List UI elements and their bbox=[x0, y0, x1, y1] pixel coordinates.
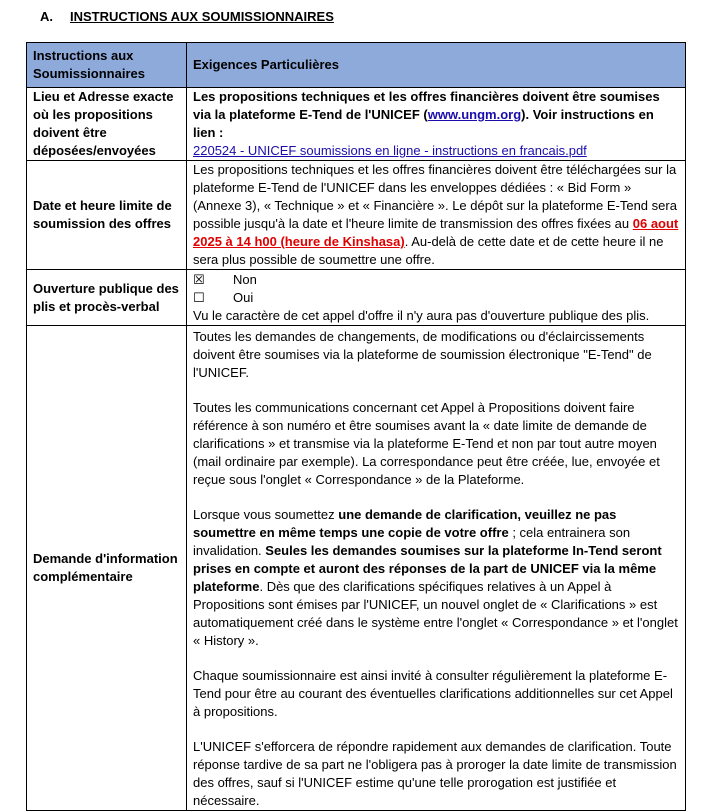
info-paragraph-2: Toutes les communications concernant cet Appel à Propositions doivent faire référence à son numéro et être soumises avant la « date limite de demande de clarifications » et transmise via la plateforme E-Tend et non par tout autre moyen (mail ordinaire par exemple). La correspondance peut être créée, lue, envoyée et reçue sous l'onglet « Correspondance » de la Plateforme. bbox=[193, 400, 660, 487]
row-label-deadline: Date et heure limite de soumission des offres bbox=[27, 161, 187, 270]
table-row-deadline bbox=[27, 161, 686, 270]
option-non bbox=[193, 271, 679, 289]
p3-part-e: . Dès que des clarifications spécifiques relatives à un Appel à Propositions sont émises par l'UNICEF, un nouvel onglet de « Clarifications » est automatiquement créé dans le système entre l'onglet « Correspondance » et l'onglet « History ». bbox=[193, 579, 678, 648]
row-content-info-request bbox=[187, 326, 686, 811]
table-row-info-request bbox=[27, 326, 686, 811]
row-content-opening bbox=[187, 270, 686, 326]
header-requirements: Exigences Particulières bbox=[187, 43, 686, 88]
section-title: INSTRUCTIONS AUX SOUMISSIONNAIRES bbox=[70, 9, 334, 24]
header-instructions: Instructions aux Soumissionnaires bbox=[27, 43, 187, 88]
p3-part-d: Seules les demandes soumises sur la plateforme In-Tend seront prises en compte et auront des réponses de la part de UNICEF via la même plateforme bbox=[193, 543, 662, 594]
info-paragraph-4: Chaque soumissionnaire est ainsi invité à consulter régulièrement la plateforme E-Tend pour être au courant des éventuelles clarifications additionnelles sur cet Appel à propositions. bbox=[193, 668, 673, 719]
deadline-date: 06 aout 2025 à 14 h00 (heure de Kinshasa) bbox=[193, 216, 679, 249]
info-paragraph-3 bbox=[193, 506, 679, 650]
instructions-table bbox=[26, 42, 686, 811]
deadline-text-a: Les propositions techniques et les offres financières doivent être téléchargées sur la plateforme E-Tend de l'UNICEF dans les enveloppes dédiées : « Bid Form » (Annexe 3), « Technique » et « Financière ». Le dépôt sur la plateforme E-Tend sera possible jusqu'à la date et l'heure limite de transmission des offres fixées au bbox=[193, 162, 677, 231]
location-text-b: ). Voir instructions en lien : bbox=[193, 107, 654, 140]
info-paragraph-1: Toutes les demandes de changements, de modifications ou d'éclaircissements doivent être soumises via la plateforme de soumission électronique "E-Tend" de l'UNICEF. bbox=[193, 329, 652, 380]
p3-part-c: ; cela entrainera son invalidation. bbox=[193, 525, 631, 558]
info-paragraph-5: L'UNICEF s'efforcera de répondre rapidement aux demandes de clarification. Toute réponse tardive de sa part ne l'obligera pas à proroger la date limite de transmission des offres, sauf si l'UNICEF estime qu'une telle prorogation est justifiée et nécessaire. bbox=[193, 739, 677, 808]
row-label-location: Lieu et Adresse exacte où les propositions doivent être déposées/envoyées bbox=[27, 88, 187, 161]
location-text-a: Les propositions techniques et les offres financières doivent être soumises via la plateforme E-Tend de l'UNICEF ( bbox=[193, 89, 660, 122]
instructions-pdf-link[interactable]: 220524 - UNICEF soumissions en ligne - instructions en francais.pdf bbox=[193, 143, 587, 158]
deadline-text-b: . Au-delà de cette date et de cette heure il ne sera plus possible de soumettre une offre. bbox=[193, 234, 664, 267]
checkbox-unchecked-icon: ☐ bbox=[193, 289, 205, 305]
ungm-link[interactable]: www.ungm.org bbox=[427, 107, 522, 122]
row-content-location bbox=[187, 88, 686, 161]
row-label-info-request: Demande d'information complémentaire bbox=[27, 326, 187, 811]
checkbox-checked-icon: ☒ bbox=[193, 271, 205, 287]
row-content-deadline bbox=[187, 161, 686, 270]
table-row-opening bbox=[27, 270, 686, 326]
section-letter: A. bbox=[40, 9, 53, 24]
table-row-location bbox=[27, 88, 686, 161]
row-label-opening: Ouverture publique des plis et procès-verbal bbox=[27, 270, 187, 326]
p3-part-a: Lorsque vous soumettez bbox=[193, 507, 339, 522]
section-heading bbox=[40, 8, 334, 26]
option-oui-label: Oui bbox=[233, 289, 254, 305]
option-non-label: Non bbox=[233, 271, 257, 287]
table-header-row bbox=[27, 43, 686, 88]
option-oui bbox=[193, 289, 679, 307]
opening-note: Vu le caractère de cet appel d'offre il n'y aura pas d'ouverture publique des plis. bbox=[193, 307, 650, 323]
p3-part-b: une demande de clarification, veuillez ne pas soumettre en même temps une copie de votre offre bbox=[193, 507, 617, 540]
